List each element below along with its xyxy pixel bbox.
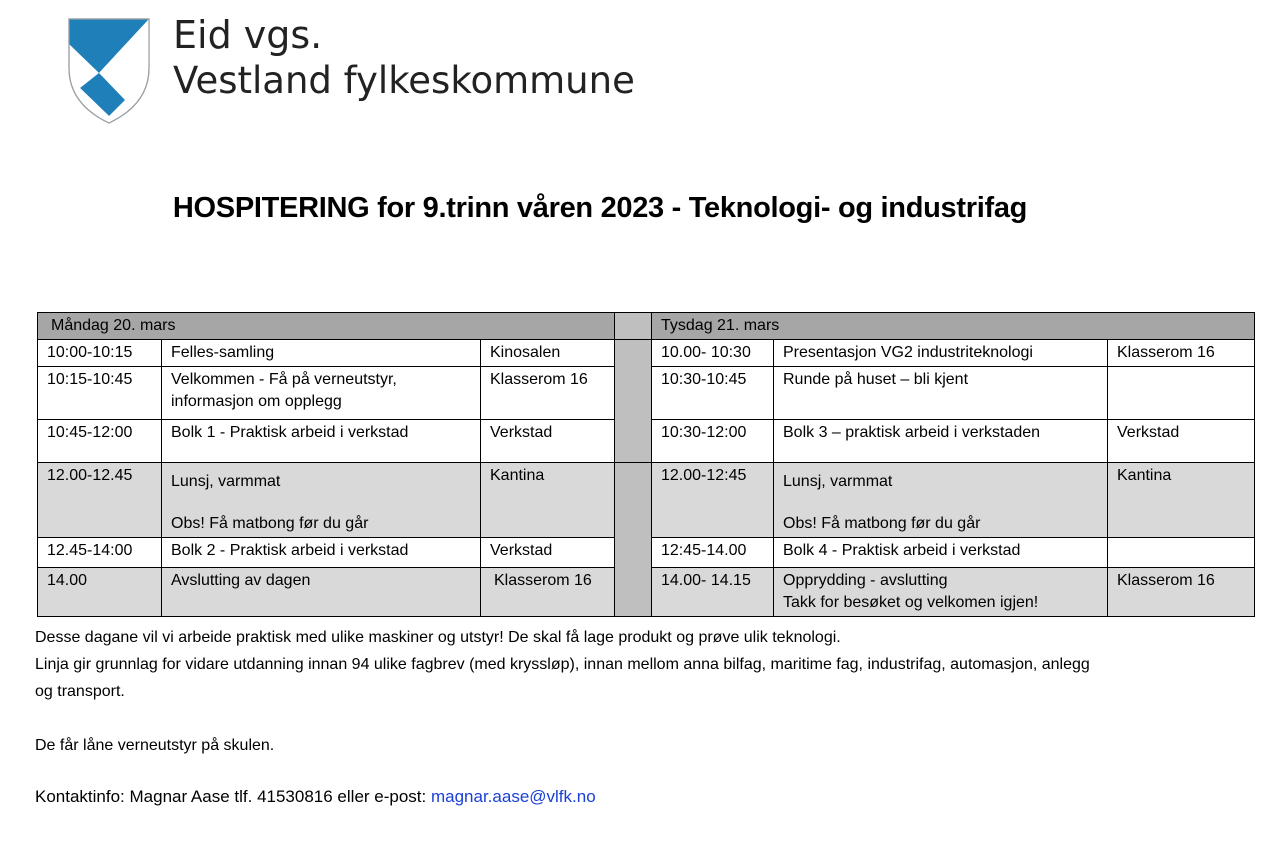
tuesday-activity: Runde på huset – bli kjent: [774, 367, 1108, 420]
info-paragraph: Linja gir grunnlag for vidare utdanning innan 94 ulike fagbrev (med kryssløp), innan mellom anna bilfag, maritime fag, industrifag, automasjon, anlegg: [35, 656, 1090, 673]
tuesday-activity: [774, 568, 1108, 617]
tuesday-time: 12:45-14.00: [652, 538, 774, 568]
county-name: Vestland fylkeskommune: [173, 59, 635, 102]
activity-line: Obs! Få matbong før du går: [783, 515, 981, 532]
county-crest-logo: [68, 18, 150, 124]
paragraph-gap: [35, 705, 1235, 732]
activity-line: Opprydding - avslutting: [783, 572, 948, 589]
info-paragraph: og transport.: [35, 683, 125, 700]
monday-activity: Avslutting av dagen: [162, 568, 481, 617]
monday-activity: Bolk 2 - Praktisk arbeid i verkstad: [162, 538, 481, 568]
column-spacer: [615, 313, 652, 340]
tuesday-place: Klasserom 16: [1108, 568, 1255, 617]
table-row: [38, 463, 1255, 538]
tuesday-place: [1108, 367, 1255, 420]
table-row: [38, 340, 1255, 367]
monday-time: 10:15-10:45: [38, 367, 162, 420]
tuesday-time: 10:30-10:45: [652, 367, 774, 420]
info-paragraph: Desse dagane vil vi arbeide praktisk med ulike maskiner og utstyr! De skal få lage produkt og prøve ulik teknologi.: [35, 629, 841, 646]
monday-activity: [162, 367, 481, 420]
activity-line: Obs! Få matbong før du går: [171, 515, 369, 532]
activity-line: Velkommen - Få på verneutstyr,: [171, 371, 397, 388]
monday-time: 10:45-12:00: [38, 420, 162, 463]
monday-place: Klasserom 16: [481, 367, 615, 420]
tuesday-place: Kantina: [1108, 463, 1255, 538]
table-header-row: [38, 313, 1255, 340]
monday-place: Kinosalen: [481, 340, 615, 367]
organization-name: [173, 12, 635, 104]
activity-line: Lunsj, varmmat: [783, 473, 893, 490]
tuesday-time: 10.00- 10:30: [652, 340, 774, 367]
tuesday-heading: Tysdag 21. mars: [652, 313, 1255, 340]
column-spacer: [615, 340, 652, 463]
activity-line: Lunsj, varmmat: [171, 473, 281, 490]
tuesday-time: 10:30-12:00: [652, 420, 774, 463]
column-spacer: [615, 463, 652, 617]
monday-place: Verkstad: [481, 420, 615, 463]
tuesday-place: Klasserom 16: [1108, 340, 1255, 367]
schedule-table: [37, 312, 1255, 617]
monday-heading: Måndag 20. mars: [38, 313, 615, 340]
school-name: Eid vgs.: [173, 13, 323, 57]
tuesday-activity: Presentasjon VG2 industriteknologi: [774, 340, 1108, 367]
tuesday-time: 12.00-12:45: [652, 463, 774, 538]
monday-activity: Felles-samling: [162, 340, 481, 367]
monday-time: 14.00: [38, 568, 162, 617]
info-text: [35, 624, 1235, 759]
monday-place: Verkstad: [481, 538, 615, 568]
monday-activity: [162, 463, 481, 538]
tuesday-place: Verkstad: [1108, 420, 1255, 463]
monday-time: 12.00-12.45: [38, 463, 162, 538]
tuesday-activity: Bolk 3 – praktisk arbeid i verkstaden: [774, 420, 1108, 463]
contact-label: Kontaktinfo: Magnar Aase tlf. 41530816 eller e-post:: [35, 787, 431, 806]
contact-info: [35, 787, 596, 807]
activity-line: informasjon om opplegg: [171, 393, 342, 410]
monday-place: Klasserom 16: [481, 568, 615, 617]
activity-line: Takk for besøket og velkomen igjen!: [783, 594, 1039, 611]
tuesday-place: [1108, 538, 1255, 568]
email-link[interactable]: magnar.aase@vlfk.no: [430, 787, 596, 806]
monday-activity: Bolk 1 - Praktisk arbeid i verkstad: [162, 420, 481, 463]
tuesday-time: 14.00- 14.15: [652, 568, 774, 617]
monday-time: 12.45-14:00: [38, 538, 162, 568]
info-paragraph: De får låne verneutstyr på skulen.: [35, 737, 275, 754]
tuesday-activity: Bolk 4 - Praktisk arbeid i verkstad: [774, 538, 1108, 568]
monday-time: 10:00-10:15: [38, 340, 162, 367]
tuesday-activity: [774, 463, 1108, 538]
monday-place: Kantina: [481, 463, 615, 538]
document-title: HOSPITERING for 9.trinn våren 2023 - Teknologi- og industrifag: [172, 192, 1028, 224]
